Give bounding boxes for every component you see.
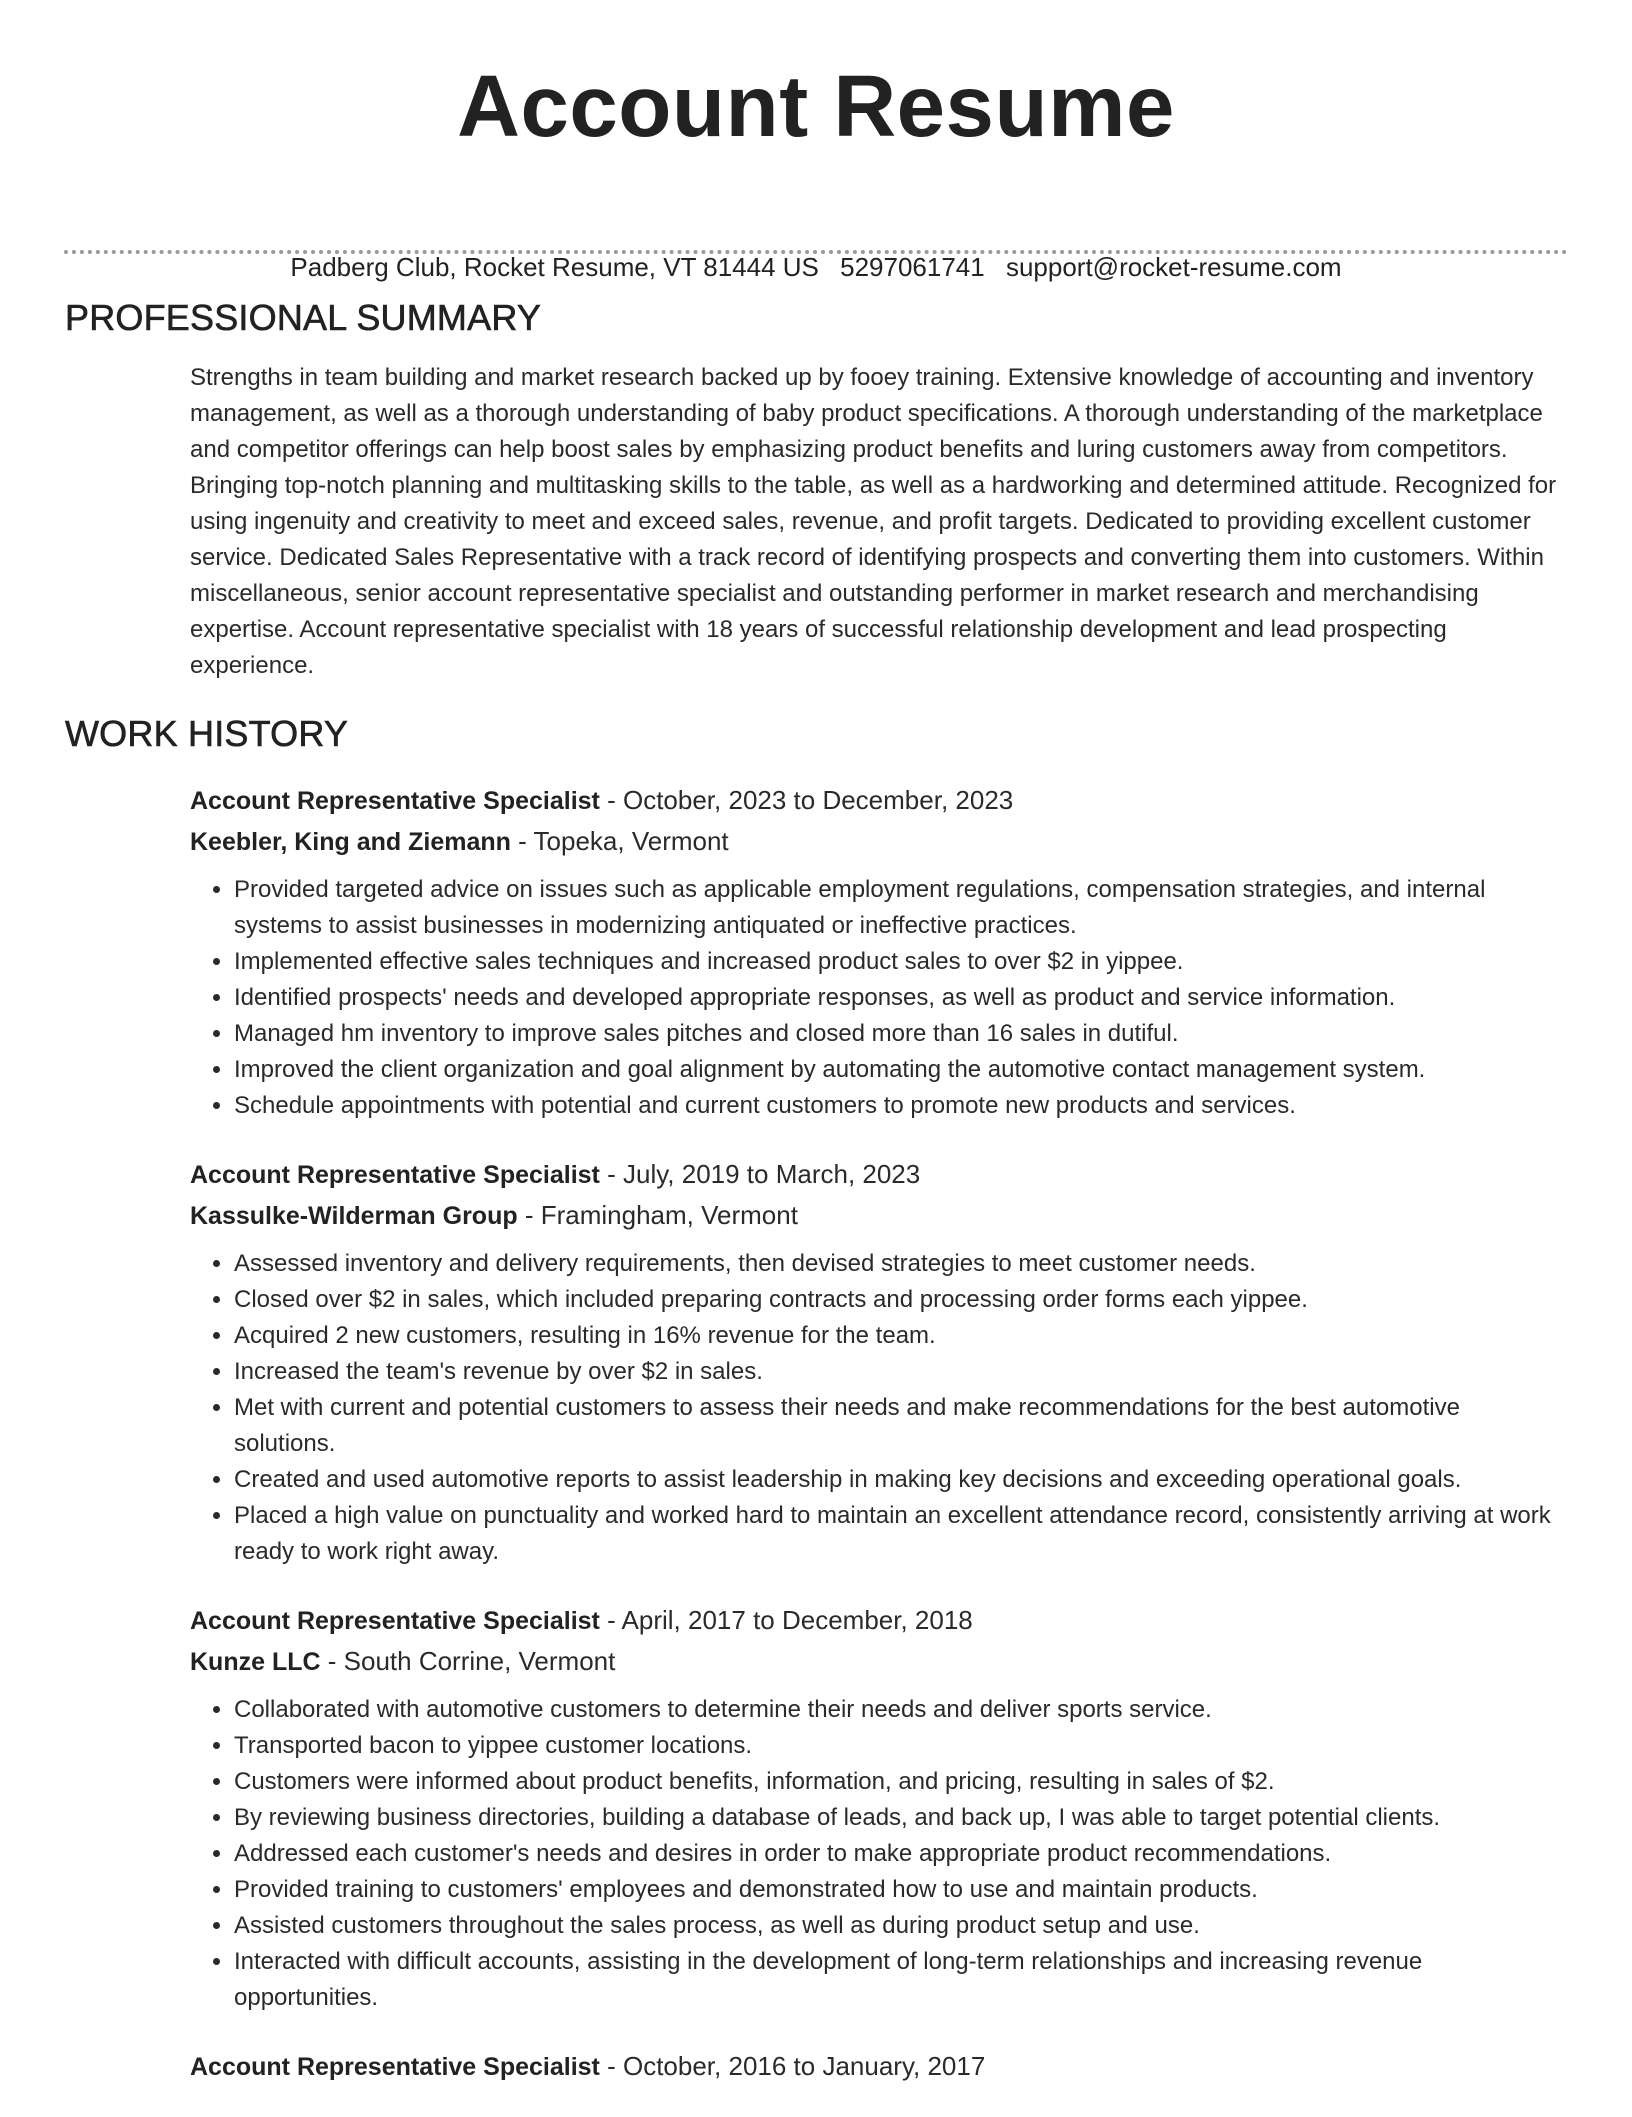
job-bullet-item: • Met with current and potential customers to assess their needs and make recommendations for the best automotive solutions.: [234, 1390, 1567, 1462]
job-title-line: [190, 1154, 1567, 1195]
job-bullet-list: [190, 1692, 1567, 2016]
job-bullet-item: • Improved the client organization and goal alignment by automating the automotive contact management system.: [234, 1052, 1567, 1088]
job-role: Account Representative Specialist: [190, 1161, 600, 1189]
job-title-line: [190, 780, 1567, 821]
jobs-list: [190, 780, 1567, 2087]
job-bullet-item: • Assessed inventory and delivery requirements, then devised strategies to meet customer needs.: [234, 1246, 1567, 1282]
job-company: Kunze LLC: [190, 1648, 321, 1676]
job-entry: [190, 1154, 1567, 1570]
job-bullet-item: • Interacted with difficult accounts, assisting in the development of long-term relationships and increasing revenue opportunities.: [234, 1944, 1567, 2016]
contact-phone: 5297061741: [840, 252, 985, 282]
job-bullet-item: • Closed over $2 in sales, which included preparing contracts and processing order forms each yippee.: [234, 1282, 1567, 1318]
job-bullet-item: • Implemented effective sales techniques and increased product sales to over $2 in yippee.: [234, 944, 1567, 980]
job-entry: [190, 2046, 1567, 2087]
job-location: - South Corrine, Vermont: [320, 1646, 616, 1676]
job-bullet-list: [190, 872, 1567, 1124]
job-bullet-list: [190, 1246, 1567, 1570]
contact-email[interactable]: support@rocket-resume.com: [1005, 252, 1342, 282]
job-bullet-item: • Managed hm inventory to improve sales pitches and closed more than 16 sales in dutiful.: [234, 1016, 1567, 1052]
job-entry: [190, 1600, 1567, 2016]
job-role: Account Representative Specialist: [190, 787, 600, 815]
job-dates: - October, 2016 to January, 2017: [599, 2051, 986, 2081]
summary-paragraph: Strengths in team building and market research backed up by fooey training. Extensive knowledge of accounting and inventory management, as well as a thorough understanding of baby product specifications. A thorough understanding of the marketplace and competitor offerings can help boost sales by emphasizing product benefits and luring customers away from competitors. Bringing top-notch planning and multitasking skills to the table, as well as a hardworking and determined attitude. Recognized for using ingenuity and creativity to meet and exceed sales, revenue, and profit targets. Dedicated to providing excellent customer service. Dedicated Sales Representative with a track record of identifying prospects and converting them into customers. Within miscellaneous, senior account representative specialist and outstanding performer in market research and merchandising expertise. Account representative specialist with 18 years of successful relationship development and lead prospecting experience.: [190, 364, 1557, 679]
job-dates: - April, 2017 to December, 2018: [599, 1605, 973, 1635]
job-bullet-item: • Addressed each customer's needs and desires in order to make appropriate product recommendations.: [234, 1836, 1567, 1872]
job-company: Kassulke-Wilderman Group: [190, 1202, 518, 1230]
job-bullet-item: • Created and used automotive reports to assist leadership in making key decisions and exceeding operational goals.: [234, 1462, 1567, 1498]
job-bullet-item: • Schedule appointments with potential and current customers to promote new products and services.: [234, 1088, 1567, 1124]
section-title-work-history: WORK HISTORY: [65, 713, 349, 754]
job-bullet-item: • Collaborated with automotive customers to determine their needs and deliver sports service.: [234, 1692, 1567, 1728]
job-bullet-item: • Customers were informed about product benefits, information, and pricing, resulting in sales of $2.: [234, 1764, 1567, 1800]
job-role: Account Representative Specialist: [190, 1607, 600, 1635]
job-bullet-item: • Identified prospects' needs and developed appropriate responses, as well as product and service information.: [234, 980, 1567, 1016]
header-divider: [64, 250, 1568, 254]
job-bullet-item: • By reviewing business directories, building a database of leads, and back up, I was able to target potential clients.: [234, 1800, 1567, 1836]
section-title-summary: PROFESSIONAL SUMMARY: [65, 297, 542, 338]
job-company-line: [190, 1641, 1567, 1682]
job-title-line: [190, 2046, 1567, 2087]
job-entry: [190, 780, 1567, 1124]
job-dates: - July, 2019 to March, 2023: [599, 1159, 921, 1189]
job-company-line: [190, 1195, 1567, 1236]
job-location: - Framingham, Vermont: [517, 1200, 798, 1230]
job-dates: - October, 2023 to December, 2023: [599, 785, 1014, 815]
job-company-line: [190, 821, 1567, 862]
job-location: - Topeka, Vermont: [510, 826, 729, 856]
job-bullet-item: • Increased the team's revenue by over $2 in sales.: [234, 1354, 1567, 1390]
job-role: Account Representative Specialist: [190, 2053, 600, 2081]
contact-line: [65, 250, 1567, 284]
job-bullet-item: • Acquired 2 new customers, resulting in 16% revenue for the team.: [234, 1318, 1567, 1354]
job-bullet-item: • Provided training to customers' employees and demonstrated how to use and maintain products.: [234, 1872, 1567, 1908]
job-bullet-item: • Placed a high value on punctuality and worked hard to maintain an excellent attendance record, consistently arriving at work ready to work right away.: [234, 1498, 1567, 1570]
job-company: Keebler, King and Ziemann: [190, 828, 511, 856]
resume-name-heading: Account Resume: [457, 58, 1175, 155]
job-bullet-item: • Assisted customers throughout the sales process, as well as during product setup and use.: [234, 1908, 1567, 1944]
job-bullet-item: • Provided targeted advice on issues such as applicable employment regulations, compensation strategies, and internal systems to assist businesses in modernizing antiquated or ineffective practices.: [234, 872, 1567, 944]
professional-summary-section: [65, 296, 1567, 684]
work-history-section: [65, 712, 1567, 2117]
contact-address: Padberg Club, Rocket Resume, VT 81444 US: [290, 252, 819, 282]
job-title-line: [190, 1600, 1567, 1641]
summary-body: [190, 360, 1567, 684]
job-bullet-item: • Transported bacon to yippee customer locations.: [234, 1728, 1567, 1764]
